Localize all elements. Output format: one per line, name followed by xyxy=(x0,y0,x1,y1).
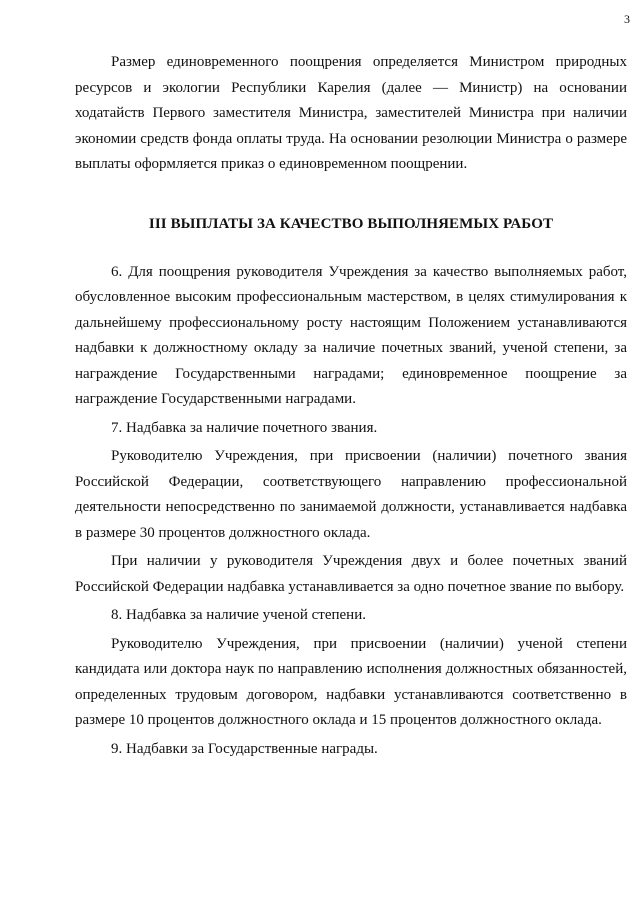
paragraph-item-8-title: 8. Надбавка за наличие ученой степени. xyxy=(111,607,366,623)
paragraph-item-9-title: 9. Надбавки за Государственные награды. xyxy=(111,740,378,757)
paragraph-item-7-note: При наличии у руководителя Учреждения двух и более почетных званий Российской Федерации надбавка устанавливается за одно почетное звание по выбору. xyxy=(75,553,627,595)
paragraph-item-6: 6. Для поощрения руководителя Учреждения за качество выполняемых работ, обусловленное высоким профессиональным мастерством, в целях стимулирования к дальнейшему профессиональному росту настоящим Положением устанавливаются надбавки к должностному окладу за наличие почетных званий, ученой степени, за награждение Государственными наградами; единовременное поощрение за награждение Государственными наградами. xyxy=(75,263,627,407)
document-body xyxy=(75,50,627,762)
page-number: 3 xyxy=(624,12,630,26)
paragraph-item-8-text: Руководителю Учреждения, при присвоении (наличии) ученой степени кандидата или доктора наук по направлению исполнения должностных обязанностей, определенных трудовым договором, надбавки устанавливаются соответственно в размере 10 процентов должностного оклада и 15 процентов должностного оклада. xyxy=(75,635,627,728)
paragraph-item-7-title: 7. Надбавка за наличие почетного звания. xyxy=(111,419,378,436)
paragraph-item-7-text: Руководителю Учреждения, при присвоении (наличии) почетного звания Российской Федерации, соответствующего направлению профессиональной деятельности непосредственно по занимаемой должности, устанавливается надбавка в размере 30 процентов должностного оклада. xyxy=(75,448,627,541)
paragraph-bonus-amount: Размер единовременного поощрения определяется Министром природных ресурсов и экологии Республики Карелия (далее — Министр) на основании ходатайств Первого заместителя Министра, заместителей Министра при наличии экономии средств фонда оплаты труда. На основании резолюции Министра о размере выплаты оформляется приказ о единовременном поощрении. xyxy=(75,54,627,172)
section-heading: III ВЫПЛАТЫ ЗА КАЧЕСТВО ВЫПОЛНЯЕМЫХ РАБОТ xyxy=(148,215,554,232)
